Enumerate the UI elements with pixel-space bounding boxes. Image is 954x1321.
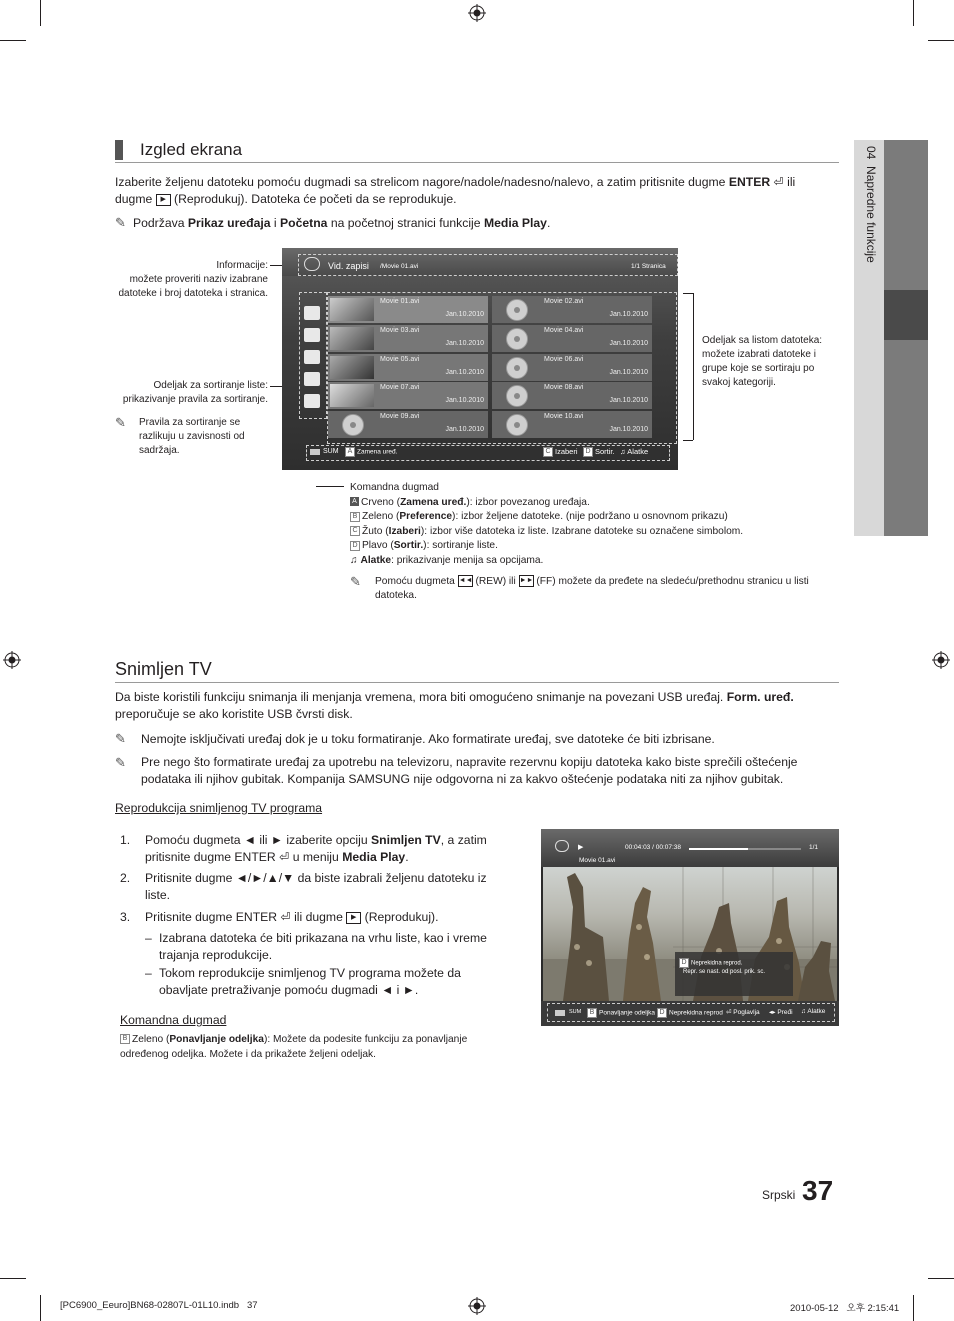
note-pencil-icon: ✎: [115, 755, 126, 770]
popup-title: Neprekidna reprod.: [691, 960, 743, 967]
file-name: Movie 07.avi: [380, 384, 420, 391]
callout-bracket: [683, 293, 693, 294]
film-reel-icon: [506, 299, 528, 321]
footer-continuous-label: Neprekidna reprod: [669, 1009, 723, 1017]
film-reel-icon: [342, 414, 364, 436]
step-text: u meniju: [289, 850, 343, 864]
enter-icon: ⏎: [726, 1009, 734, 1016]
file-name: Movie 05.avi: [380, 356, 420, 363]
command-text: određenog odeljka. Možete i da prikažete željeni odeljak.: [120, 1048, 376, 1060]
crop-mark: [40, 1295, 41, 1321]
callout-info: [115, 259, 268, 301]
footer-tools-label: Alatke: [807, 1008, 826, 1015]
step-3-detail-1: [145, 930, 510, 964]
repeat-command-desc: [120, 1033, 510, 1062]
registration-mark-icon: [468, 4, 486, 22]
file-thumbnail: [330, 384, 374, 407]
callout-line: [316, 486, 344, 487]
section1-note: [115, 214, 839, 232]
callout-text: Pravila za sortiranje se razlikuju u zavisnosti od sadržaja.: [139, 417, 245, 456]
popup-text: Repr. se nast. od posl. prik. sc.: [683, 969, 766, 975]
crop-mark: [913, 1295, 914, 1321]
command-bold: Zamena uređ.: [400, 496, 467, 508]
file-tile[interactable]: [492, 354, 652, 381]
callout-sort-note: [115, 416, 270, 458]
play-state-icon: ▶: [578, 844, 584, 851]
crop-mark: [913, 0, 914, 26]
step-1: [120, 832, 510, 866]
file-date: Jan.10.2010: [445, 426, 484, 433]
screen-title: Vid. zapisi: [328, 261, 369, 271]
sort-date-icon[interactable]: [304, 350, 320, 364]
step-text: obavljate pretraživanje pomoću dugmadi ◄ i ►.: [159, 983, 419, 997]
command-text: Crveno (: [361, 496, 401, 508]
footer-chapters-button[interactable]: [726, 1008, 760, 1016]
registration-mark-icon: [932, 651, 950, 669]
subsection-title: Reprodukcija snimljenog TV programa: [115, 801, 323, 815]
progress-bar[interactable]: [689, 848, 801, 850]
step-text: Pritisnite dugme ◄/►/▲/▼ da biste izabrali željenu datoteku iz: [145, 871, 487, 885]
file-tile[interactable]: [492, 296, 652, 323]
footer-sum: SUM: [569, 1009, 582, 1015]
film-reel-icon: [506, 414, 528, 436]
note-pencil-icon: ✎: [350, 573, 361, 589]
command-text: ): izbor više datoteka iz liste. Izabrane datoteke su označene simbolom.: [420, 525, 744, 537]
chapter-number: 04: [864, 146, 878, 160]
film-reel-icon: [506, 328, 528, 350]
note-text: na početnoj stranici funkcije: [327, 216, 484, 230]
file-name: Movie 01.avi: [579, 857, 616, 864]
file-name: Movie 06.avi: [544, 356, 584, 363]
step-text: Pomoću dugmeta ◄ ili ► izaberite opciju: [145, 833, 371, 847]
step-2: [120, 870, 510, 904]
command-text: Plavo (: [362, 540, 394, 552]
command-bold: Preference: [399, 511, 453, 523]
command-note: [350, 575, 840, 604]
note-text: Podržava: [133, 216, 188, 230]
command-text: (REW) ili: [475, 575, 516, 587]
command-text: ): sortiranje liste.: [423, 540, 498, 552]
note-text: .: [546, 216, 551, 230]
callout-title: Informacije:: [216, 260, 268, 271]
command-text: Zeleno (: [362, 511, 400, 523]
file-tile[interactable]: [492, 382, 652, 409]
d-key-icon: D: [679, 958, 689, 968]
tools-icon: ♫: [350, 554, 361, 566]
file-name: Movie 09.avi: [380, 413, 420, 420]
note-bold: Media Play: [483, 216, 547, 230]
footer-move-button[interactable]: [769, 1008, 793, 1016]
a-key-icon: A: [350, 497, 359, 506]
command-text: datoteka.: [375, 590, 417, 602]
command-text: Zeleno (: [132, 1034, 170, 1045]
print-file-info: [PC6900_Eeuro]BN68-02807L-01L10.indb 37: [60, 1300, 258, 1311]
file-date: Jan.10.2010: [445, 369, 484, 376]
step-number: 3.: [120, 910, 131, 924]
b-key-icon: B: [587, 1008, 597, 1018]
step-text: liste.: [145, 888, 171, 902]
footer-continuous-button[interactable]: [657, 1008, 723, 1018]
commands-subtitle: Komandna dugmad: [120, 1013, 227, 1027]
rew-icon: ◄◄: [458, 575, 473, 587]
command-b: [350, 510, 840, 525]
play-icon: ▶: [346, 912, 361, 924]
file-date: Jan.10.2010: [445, 397, 484, 404]
dash-bullet: –: [145, 931, 152, 945]
file-thumbnail: [330, 298, 374, 321]
command-text: : prikazivanje menija sa opcijama.: [391, 554, 544, 566]
note-text: Pre nego što formatirate uređaj za upotrebu na televizoru, napravite rezervnu kopiju datoteka kako biste sprečili oštećenje: [141, 755, 798, 769]
step-text: , a zatim: [440, 833, 487, 847]
step-number: 1.: [120, 833, 131, 847]
enter-icon: ⏎: [770, 175, 784, 189]
step-text: (Reprodukuj).: [361, 910, 439, 924]
file-name: Movie 03.avi: [380, 327, 420, 334]
intro-text: preporučuje se ako koristite USB čvrsti disk.: [115, 707, 353, 721]
footer-tools-label: Alatke: [627, 447, 649, 456]
note-text: Nemojte isključivati uređaj dok je u toku formatiranje. Ako formatirate uređaj, sve datoteke će biti izbrisane.: [141, 732, 715, 746]
section-title-recorded-tv: Snimljen TV: [115, 659, 212, 679]
step-3-detail-2: [145, 965, 510, 999]
a-key-icon: A: [345, 447, 355, 457]
c-key-icon: C: [350, 526, 360, 536]
crop-mark: [0, 1278, 26, 1279]
registration-mark-icon: [468, 1297, 486, 1315]
note-text: i: [270, 216, 281, 230]
command-text: Žuto (: [362, 525, 389, 537]
file-tile[interactable]: [492, 325, 652, 352]
footer-repeat-button[interactable]: [587, 1008, 655, 1018]
enter-label: ENTER: [728, 175, 771, 189]
section-marker: [115, 140, 123, 160]
command-text: ): Možete da podesite funkciju za ponavljanje: [263, 1034, 468, 1045]
footer-d-button[interactable]: [583, 447, 615, 457]
step-text: Tokom reprodukcije snimljenog TV programa možete da: [159, 966, 461, 980]
section2-note1: [115, 730, 839, 748]
note-pencil-icon: ✎: [115, 731, 126, 746]
file-date: Jan.10.2010: [445, 311, 484, 318]
d-key-icon: D: [583, 447, 593, 457]
chapter-label: [860, 146, 878, 346]
file-date: Jan.10.2010: [609, 340, 648, 347]
command-text: (FF) možete da pređete na sledeću/prethodnu stranicu u listi: [536, 575, 809, 587]
footer-repeat-label: Ponavljanje odeljka: [599, 1009, 656, 1017]
callout-bracket: [683, 440, 693, 441]
file-tile[interactable]: [328, 325, 488, 352]
step-3: [120, 909, 510, 926]
enter-label: ENTER: [235, 910, 278, 924]
note-pencil-icon: ✎: [115, 415, 126, 430]
sum-icon: [310, 449, 320, 455]
footer-d-label: Sortir.: [595, 447, 615, 456]
intro-text: Da biste koristili funkciju snimanja ili menjanja vremena, mora biti omogućeno snimanje na povezani USB uređaj.: [115, 690, 727, 704]
step-text: trajanja reprodukcije.: [159, 948, 273, 962]
film-reel-icon: [555, 840, 569, 852]
file-count: 1/1: [809, 844, 819, 851]
crop-mark: [928, 40, 954, 41]
callout-title: Odeljak za sortiranje liste:: [153, 380, 268, 391]
intro-bold: Form. uređ.: [726, 690, 794, 704]
b-key-icon: B: [350, 512, 360, 522]
enter-icon: ⏎: [275, 850, 290, 864]
footer-chapters-label: Poglavlja: [733, 1009, 760, 1016]
file-tile[interactable]: [328, 382, 488, 409]
sort-title-icon[interactable]: [304, 328, 320, 342]
section2-intro: [115, 689, 839, 723]
resume-popup[interactable]: [675, 952, 793, 996]
file-tile[interactable]: [492, 411, 652, 438]
callout-list: [702, 334, 837, 390]
left-right-arrow-icon: ◂▸: [769, 1009, 778, 1016]
callout-bracket: [693, 293, 694, 440]
step-text: .: [405, 850, 409, 864]
tools-icon: ♫: [620, 447, 626, 456]
footer-c-button[interactable]: [543, 447, 578, 457]
sum-icon: [555, 1010, 565, 1016]
command-tools: [350, 554, 840, 569]
command-buttons-legend: [350, 481, 840, 604]
sort-folder-icon[interactable]: [304, 306, 320, 320]
file-tile[interactable]: [328, 296, 488, 323]
media-play-screen: [282, 248, 678, 470]
intro-text: (Reprodukuj). Datoteka će početi da se reprodukuje.: [170, 192, 457, 206]
crop-mark: [40, 0, 41, 26]
footer-tools-button[interactable]: [801, 1008, 825, 1015]
file-name: Movie 10.avi: [544, 413, 584, 420]
command-c: [350, 525, 840, 540]
crop-mark: [928, 1278, 954, 1279]
screen-page: 1/1 Stranica: [631, 263, 666, 270]
section2-note2: [115, 754, 839, 788]
step-text: Pritisnite dugme: [145, 910, 236, 924]
page-number: 37: [802, 1175, 834, 1206]
file-date: Jan.10.2010: [609, 311, 648, 318]
callout-text: možete izabrati datoteke i grupe koje se sortiraju po svakoj kategoriji.: [702, 349, 816, 388]
file-name: Movie 01.avi: [380, 298, 420, 305]
callout-sort: [115, 379, 268, 407]
file-tile[interactable]: [328, 411, 488, 438]
footer-tools-button[interactable]: [620, 447, 648, 456]
enter-icon: ⏎: [277, 910, 291, 924]
intro-text: Izaberite željenu datoteku pomoću dugmadi sa strelicom nagore/nadole/nadesno/nalevo, a zatim pritisnite dugme: [115, 175, 729, 189]
intro-text: ili: [783, 175, 796, 189]
sort-genre-icon[interactable]: [304, 372, 320, 386]
file-tile[interactable]: [328, 354, 488, 381]
print-date-info: 2010-05-12 오후 2:15:41: [790, 1303, 900, 1314]
section-rule: [115, 682, 839, 683]
command-text: ): izbor povezanog uređaja.: [466, 496, 590, 508]
b-key-icon: B: [120, 1034, 130, 1044]
section1-intro: [115, 174, 839, 208]
registration-mark-icon: [3, 651, 21, 669]
c-key-icon: C: [543, 447, 553, 457]
dash-bullet: –: [145, 966, 152, 980]
step-bold: Snimljen TV: [371, 833, 441, 847]
command-text: Pomoću dugmeta: [375, 575, 458, 587]
enter-label: ENTER: [234, 850, 276, 864]
d-key-icon: D: [657, 1008, 667, 1018]
footer-a-button[interactable]: [345, 447, 397, 457]
step-text: pritisnite dugme: [145, 850, 235, 864]
command-text: ): izbor željene datoteke. (nije podržano u osnovnom prikazu): [452, 511, 728, 523]
section-title-layout: Izgled ekrana: [140, 140, 243, 159]
note-pencil-icon: ✎: [115, 215, 126, 230]
step-number: 2.: [120, 871, 131, 885]
file-date: Jan.10.2010: [609, 397, 648, 404]
ff-icon: ►►: [519, 575, 534, 587]
callout-title: Odeljak sa listom datoteka:: [702, 335, 823, 346]
sort-preference-icon[interactable]: [304, 394, 320, 408]
callout-text: prikazivanje pravila za sortiranje.: [122, 394, 268, 405]
note-text: podataka ili njihov gubitak. Kompanija SAMSUNG nije odgovorna ni za kakvo oštećenje podataka niti za njihov gubitak.: [141, 772, 784, 786]
crop-mark: [0, 40, 26, 41]
footer-language: Srpski: [762, 1188, 796, 1202]
popup-title-line: [679, 958, 742, 968]
file-name: Movie 08.avi: [544, 384, 584, 391]
footer-c-label: Izaberi: [555, 447, 578, 456]
command-bold: Sortir.: [393, 540, 424, 552]
file-date: Jan.10.2010: [609, 426, 648, 433]
d-key-icon: D: [350, 541, 360, 551]
note-bold: Početna: [280, 216, 328, 230]
screen-path: /Movie 01.avi: [380, 263, 419, 270]
command-bold: Alatke: [360, 554, 392, 566]
file-date: Jan.10.2010: [445, 340, 484, 347]
playback-time: 00:04:03 / 00:07:38: [625, 844, 682, 851]
command-bold: Izaberi: [388, 525, 421, 537]
command-bold: Ponavljanje odeljka: [169, 1034, 264, 1045]
chapter-title: Napredne funkcije: [864, 166, 878, 263]
play-icon: ▶: [156, 194, 171, 206]
film-reel-icon: [506, 357, 528, 379]
command-a: [350, 496, 840, 511]
file-thumbnail: [330, 327, 374, 350]
video-player-screen: [541, 829, 839, 1026]
callout-text: možete proveriti naziv izabrane datoteke i broj datoteka i stranica.: [118, 274, 268, 299]
commands-title: Komandna dugmad: [350, 482, 439, 493]
film-reel-icon: [506, 385, 528, 407]
file-date: Jan.10.2010: [609, 369, 648, 376]
file-thumbnail: [330, 356, 374, 379]
tools-icon: ♫: [801, 1008, 808, 1015]
section-rule: [115, 162, 839, 163]
chapter-tab-marker: [884, 290, 928, 340]
step-bold: Media Play: [342, 850, 406, 864]
footer-move-label: Pređi: [777, 1009, 793, 1016]
progress-fill: [689, 848, 748, 850]
footer-a-label: Zamena uređ.: [357, 448, 398, 456]
command-d: [350, 539, 840, 554]
chapter-sidebar: [854, 140, 928, 536]
step-text: ili dugme: [290, 910, 347, 924]
note-bold: Prikaz uređaja: [187, 216, 271, 230]
file-name: Movie 02.avi: [544, 298, 584, 305]
footer-sum: SUM: [323, 448, 339, 455]
intro-text: dugme: [115, 192, 156, 206]
file-name: Movie 04.avi: [544, 327, 584, 334]
step-text: Izabrana datoteka će biti prikazana na vrhu liste, kao i vreme: [159, 931, 487, 945]
